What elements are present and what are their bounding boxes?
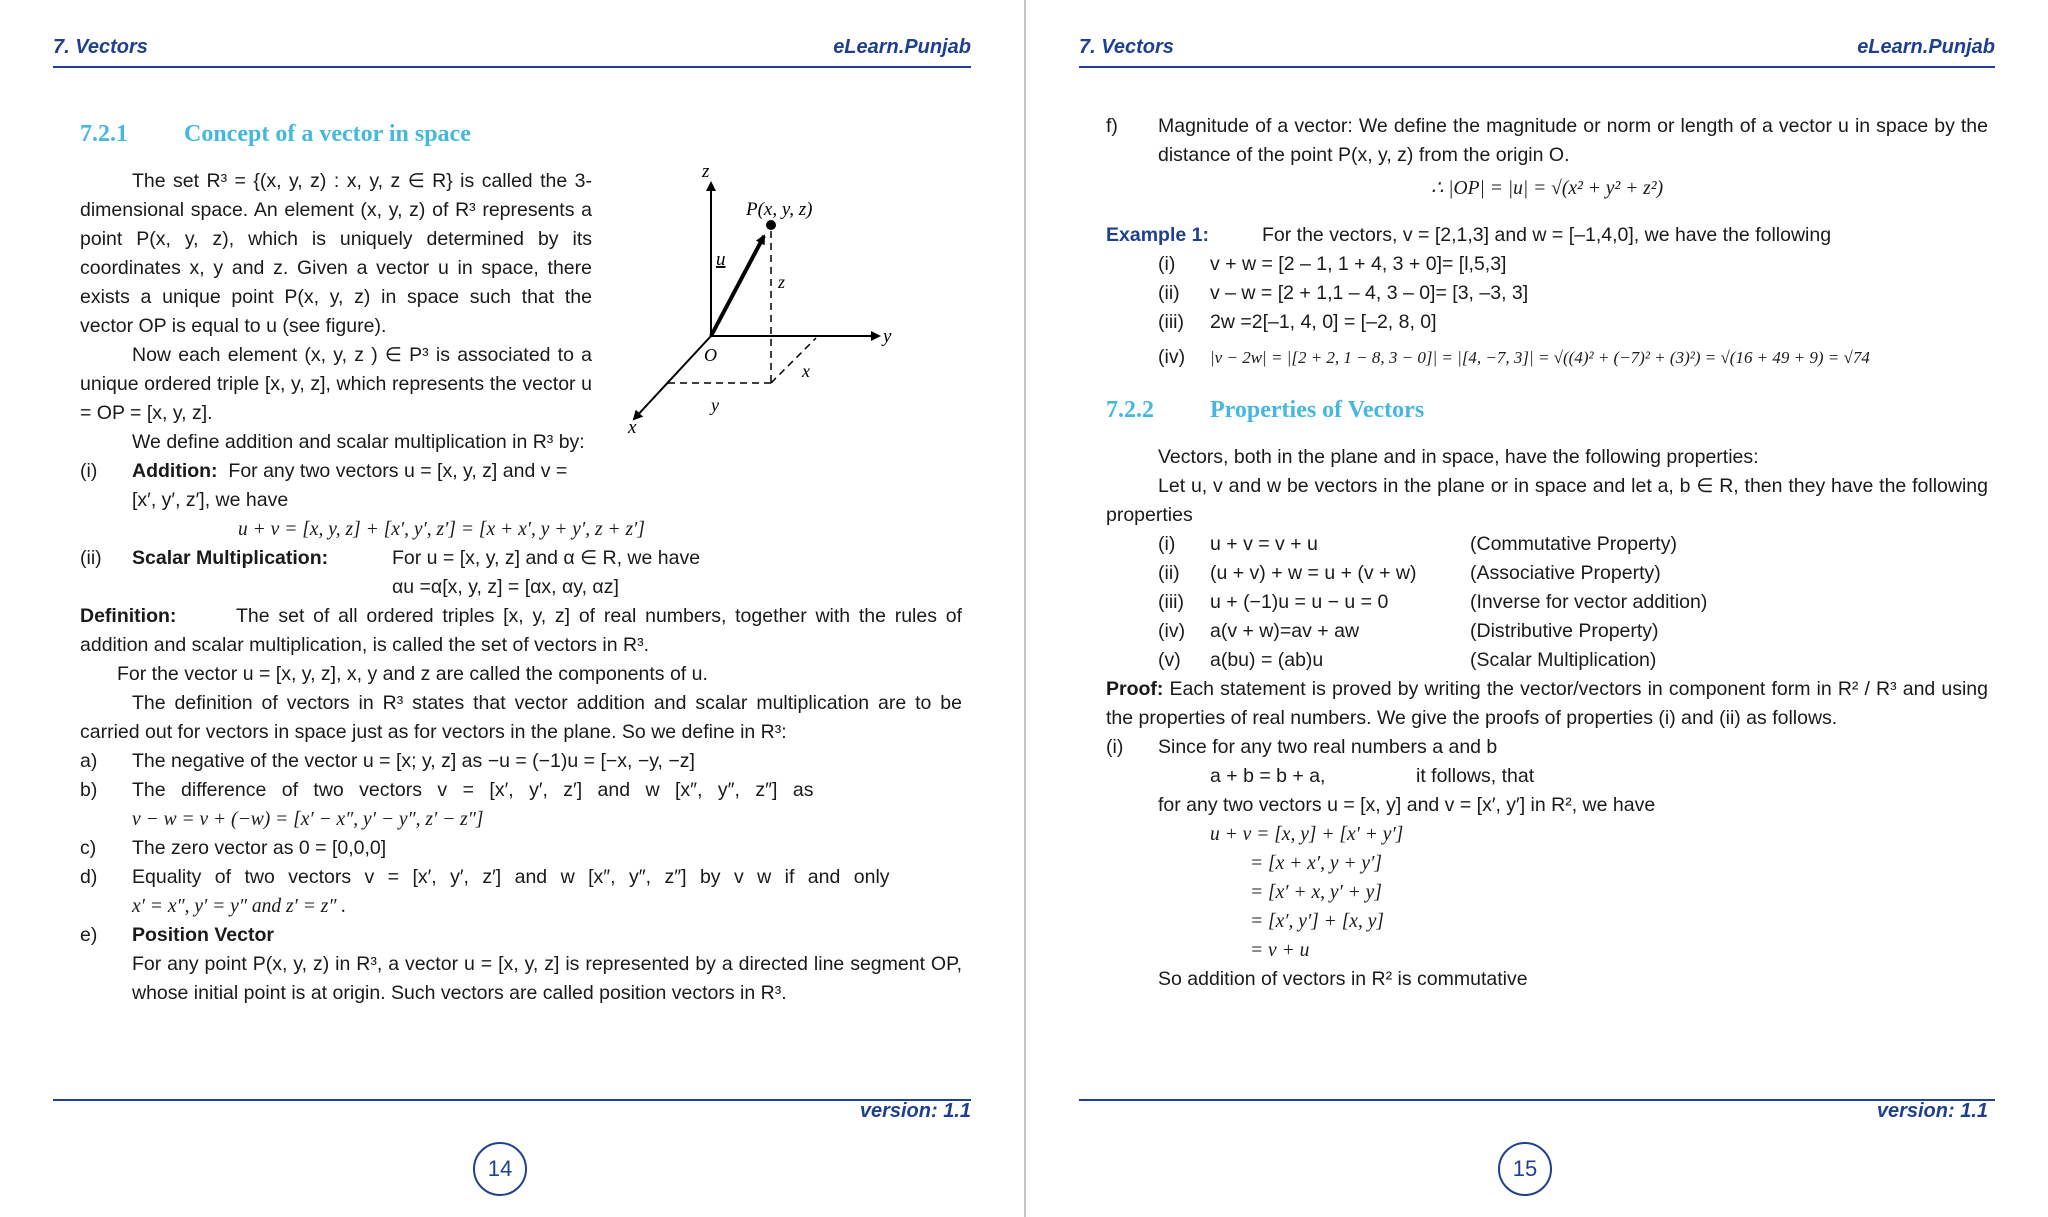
property-number: (ii) [1158,562,1180,584]
chapter-title: 7. Vectors [1079,36,1174,58]
property-name: (Scalar Multiplication) [1470,649,1657,671]
fig-label-origin: O [704,345,717,365]
property-number: (i) [1158,533,1176,555]
item-position-vector [80,921,962,950]
fig-label-y-short: y [711,395,719,415]
item-label: b) [80,779,98,801]
fig-label-y: y [883,326,892,347]
version-label: version: 1.1 [859,1100,971,1122]
property-expression: u + (−1)u = u − u = 0 [1210,591,1389,613]
example-item-text: v + w = [2 – 1, 1 + 4, 3 + 0]= [l,5,3] [1210,253,1507,275]
property-name: (Associative Property) [1470,562,1661,584]
item-text: The zero vector as 0 = [0,0,0] [132,837,387,859]
proof-heading: Proof: [1106,678,1164,700]
proof-step: = v + u [1250,940,1310,961]
example-item [1106,279,1988,308]
axes-diagram [604,161,964,461]
paragraph-define-ops: We define addition and scalar multiplication in R³ by: [132,431,585,453]
proof-steps [1106,820,1988,965]
page-number-14: 14 [473,1142,527,1196]
fig-label-x-short: x [802,361,810,381]
page-body [80,120,962,1008]
section-heading [1106,396,1988,425]
footer-rule [1079,1099,1995,1101]
item-magnitude [1106,112,1988,170]
item-text: Magnitude of a vector: We define the magnitude or norm or length of a vector u in space by the distance of the point P(x, y, z) from the origin O. [1158,115,1988,166]
example-item-text: 2w =2[–1, 4, 0] = [–2, 8, 0] [1210,311,1437,333]
item-label: (i) [80,460,98,482]
coordinate-figure [604,161,964,461]
property-name: (Inverse for vector addition) [1470,591,1708,613]
formula-scalar: αu =α[x, y, z] = [αx, αy, αz] [392,576,619,598]
property-row [1106,646,1988,675]
property-number: (iv) [1158,620,1186,642]
property-name: (Commutative Property) [1470,533,1677,555]
item-zero-vector [80,834,962,863]
proof-step: = [x′, y′] + [x, y] [1250,911,1384,932]
item-addition [80,457,592,515]
definition-text: The set of all ordered triples [x, y, z] of real numbers, together with the rules of addition and scalar multiplication, is called the set of vectors in R³. [80,605,962,656]
paragraph-properties-let: Let u, v and w be vectors in the plane or in space and let a, b ∈ R, then they have the following properties [1106,475,1988,526]
item-text: The negative of the vector u = [x; y, z] as −u = (−1)u = [−x, −y, −z] [132,750,695,772]
item-label: (i) [1106,736,1124,758]
proof-equation [1106,762,1988,791]
item-equality [80,863,962,892]
section-title: Concept of a vector in space [184,121,471,147]
formula-magnitude: ∴ |OP| = |u| = √(x² + y² + z²) [1430,178,1664,199]
item-heading: Position Vector [132,924,274,946]
item-text: Equality of two vectors v = [x′, y′, z′] and w [x″, y″, z″] by v w if and only [132,866,890,888]
formula-difference: v − w = v + (−w) = [x′ − x″, y′ − y″, z′ − z″] [132,809,484,830]
point-p [766,220,776,230]
section-title: Properties of Vectors [1210,397,1425,423]
property-row [1106,559,1988,588]
proof-conclusion: So addition of vectors in R² is commutative [1158,968,1528,990]
fig-label-p: P(x, y, z) [746,199,813,220]
item-text: For any two vectors u = [x, y, z] and v = [x′, y′, z′], we have [132,460,568,511]
proof-text: Each statement is proved by writing the vector/vectors in component form in R² / R³ and using the properties of real numbers. We give the proofs of properties (i) and (ii) as follows. [1106,678,1988,729]
example-item [1106,250,1988,279]
property-row [1106,617,1988,646]
property-name: (Distributive Property) [1470,620,1659,642]
page-header [53,36,971,68]
paragraph-r3-definition: The set R³ = {(x, y, z) : x, y, z ∈ R} is called the 3-dimensional space. An element (x, y, z) of R³ represents a point P(x, y, z), which is uniquely determined by its coordinates x, y and z. Given a vector u in space, there exists a unique point P(x, y, z) in space such that the vector OP is equal to u (see figure). [80,170,592,337]
paragraph-properties-intro: Vectors, both in the plane and in space, have the following properties: [1158,446,1759,468]
fig-label-x: x [628,417,637,438]
item-label: c) [80,837,97,859]
item-label: e) [80,924,98,946]
property-expression: a(v + w)=av + aw [1210,620,1360,642]
fig-label-u: u [716,249,726,270]
item-negative [80,747,962,776]
property-row [1106,588,1988,617]
example-text: For the vectors, v = [2,1,3] and w = [–1,4,0], we have the following [1262,224,1832,246]
item-label: f) [1106,115,1118,137]
property-expression: (u + v) + w = u + (v + w) [1210,562,1417,584]
example-item [1106,343,1988,372]
example-list [1106,250,1988,372]
page-15 [1026,0,2048,1217]
formula-addition: u + v = [x, y, z] + [x′, y′, z′] = [x + x′, y + y′, z + z′] [238,519,645,540]
proof-paragraph [1106,675,1988,733]
proof-eq-text: a + b = b + a, [1210,765,1326,787]
item-label: a) [80,750,98,772]
property-number: (iii) [1158,591,1184,613]
example-item-number: (i) [1158,253,1176,275]
item-heading: Scalar Multiplication: [132,547,329,569]
property-row [1106,530,1988,559]
brand-name: eLearn.Punjab [1857,36,1995,58]
property-expression: u + v = v + u [1210,533,1318,555]
example-heading: Example 1: [1106,224,1209,246]
page-number-15: 15 [1498,1142,1552,1196]
x-axis [634,336,711,419]
proof-text2: for any two vectors u = [x, y] and v = [x′, y′] in R², we have [1158,794,1656,816]
item-label: d) [80,866,98,888]
page-body [1106,112,1988,994]
example-item-number: (iii) [1158,311,1184,333]
item-heading: Addition: [132,460,218,482]
paragraph-definition-r3: The definition of vectors in R³ states that vector addition and scalar multiplication are to be carried out for vectors in space just as for vectors in the plane. So we define in R³: [80,692,962,743]
proof-follows: it follows, that [1416,765,1535,787]
paragraph-components: For the vector u = [x, y, z], x, y and z are called the components of u. [117,663,708,685]
version-label: version: 1.1 [1876,1100,1988,1122]
example-item-number: (iv) [1158,346,1186,368]
example-item-number: (ii) [1158,282,1180,304]
property-number: (v) [1158,649,1181,671]
section-number: 7.2.2 [1106,397,1154,423]
footer-rule [53,1099,971,1101]
definition-heading: Definition: [80,605,177,627]
section-number: 7.2.1 [80,121,128,147]
page-header [1079,36,1995,68]
proof-step: u + v = [x, y] + [x′ + y′] [1210,824,1404,845]
item-scalar [80,544,962,573]
section-heading [80,120,962,149]
definition-vectors [80,602,962,660]
paragraph-position-vector: For any point P(x, y, z) in R³, a vector u = [x, y, z] is represented by a directed line segment OP, whose initial point is at origin. Such vectors are called position vectors in R³. [132,953,962,1004]
properties-list [1106,530,1988,675]
formula-equality: x′ = x″, y′ = y″ and z′ = z″ . [132,896,347,917]
item-text: The difference of two vectors v = [x′, y′, z′] and w [x″, y″, z″] as [132,779,814,801]
chapter-title: 7. Vectors [53,36,148,58]
fig-label-z: z [702,161,710,182]
item-text: For u = [x, y, z] and α ∈ R, we have [392,547,701,569]
example-item [1106,308,1988,337]
proof-item-i [1106,733,1988,762]
item-label: (ii) [80,547,102,569]
item-text: Since for any two real numbers a and b [1158,736,1498,758]
paragraph-ordered-triple: Now each element (x, y, z ) ∈ P³ is associated to a unique ordered triple [x, y, z], which represents the vector u = OP = [x, y, z]. [80,344,592,424]
example-item-text: |v − 2w| = |[2 + 2, 1 − 8, 3 − 0]| = |[4, −7, 3]| = √((4)² + (−7)² + (3)²) = √(16 + 49 + 9) = √74 [1210,348,1870,367]
brand-name: eLearn.Punjab [833,36,971,58]
property-expression: a(bu) = (ab)u [1210,649,1324,671]
fig-label-z-short: z [778,272,786,292]
item-difference [80,776,962,805]
proof-step: = [x + x′, y + y′] [1250,853,1382,874]
example-intro [1106,221,1988,250]
example-item-text: v – w = [2 + 1,1 – 4, 3 – 0]= [3, –3, 3] [1210,282,1529,304]
proof-step: = [x′ + x, y′ + y] [1250,882,1382,903]
